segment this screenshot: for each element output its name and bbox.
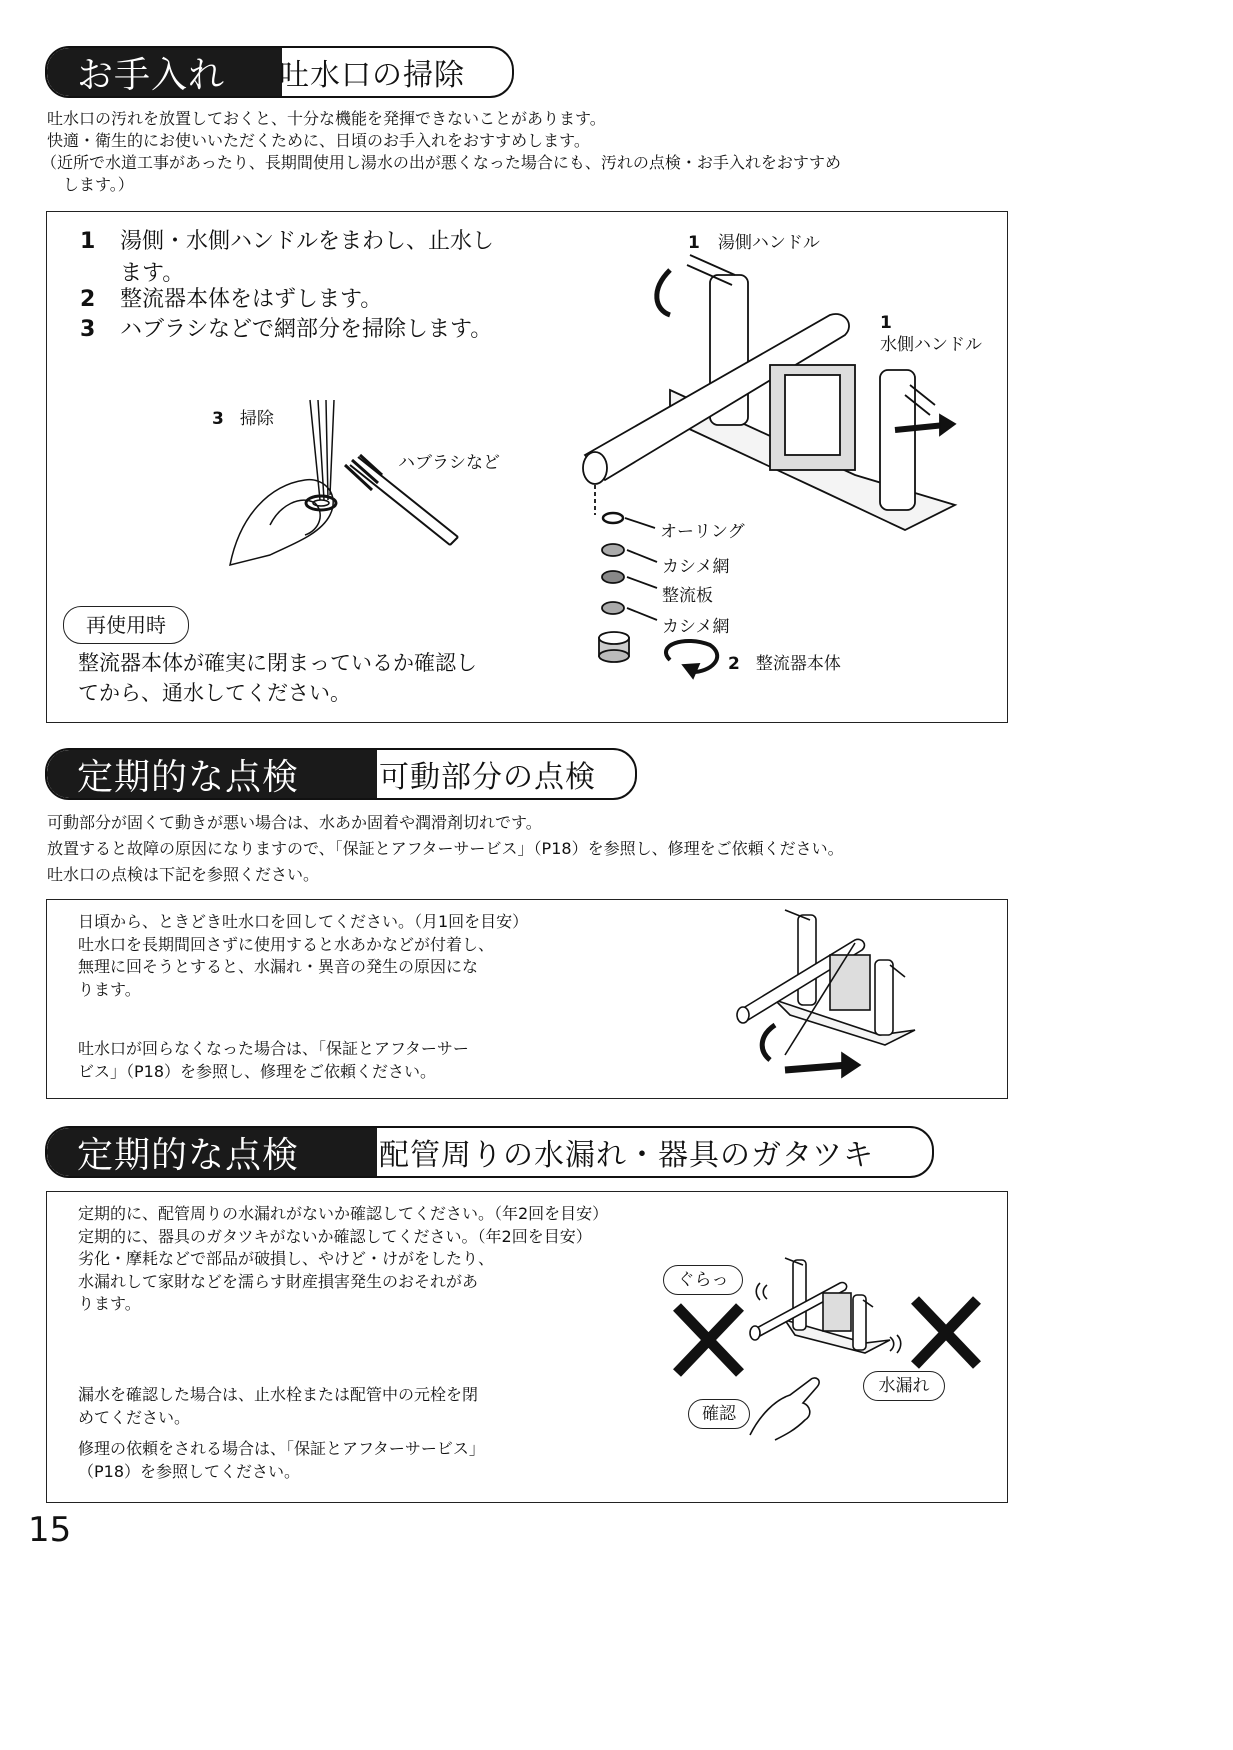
section1-subtitle — [279, 48, 465, 96]
section1-subtitle-text: 吐水口の掃除 — [279, 58, 465, 93]
intro-line: （近所で水道工事があったり、長期間使用し湯水の出が悪くなった場合にも、汚れの点検・お手入れをおすすめ — [41, 153, 842, 172]
part-oring: オーリング — [660, 522, 745, 542]
step-number: 3 — [80, 317, 96, 342]
section3-title — [47, 1128, 377, 1176]
step-text: ます。 — [120, 261, 185, 286]
text-line: ります。 — [78, 1294, 141, 1313]
text-line: （P18）を参照してください。 — [78, 1461, 301, 1481]
body-number: 2 — [728, 654, 740, 674]
step-number: 1 — [80, 229, 96, 254]
intro-line: 放置すると故障の原因になりますので、「保証とアフターサービス」（P18）を参照し、修理をご依頼ください。 — [47, 839, 844, 858]
section2-header — [45, 748, 637, 800]
section3-text-2 — [78, 1384, 478, 1429]
intro-line: します。） — [47, 175, 134, 194]
section1-header — [45, 46, 514, 98]
text-line: 修理の依頼をされる場合は、「保証とアフターサービス」 — [78, 1439, 485, 1458]
part-mesh-1: カシメ網 — [662, 557, 730, 577]
cold-handle-label — [880, 312, 982, 356]
faucet-illustration-2 — [730, 905, 930, 1090]
text-line: 定期的に、配管周りの水漏れがないか確認してください。（年2回を目安） — [78, 1204, 609, 1223]
text-line: ビス」（P18）を参照し、修理をご依頼ください。 — [78, 1061, 437, 1081]
text-line: 劣化・摩耗などで部品が破損し、やけど・けがをしたり、 — [78, 1249, 495, 1268]
text-line: 日頃から、ときどき吐水口を回してください。（月1回を目安） — [78, 912, 529, 931]
part-plate: 整流板 — [662, 586, 713, 606]
text-line: 無理に回そうとすると、水漏れ・異音の発生の原因にな — [78, 957, 479, 976]
section1-title-text: お手入れ — [77, 54, 226, 96]
section2-title — [47, 750, 377, 798]
clean-text: 掃除 — [239, 409, 274, 429]
section2-text-2 — [78, 1038, 469, 1083]
intro-line: 快適・衛生的にお使いいただくために、日頃のお手入れをおすすめします。 — [47, 131, 590, 150]
section3-header — [45, 1126, 934, 1178]
section2-subtitle-text: 可動部分の点検 — [379, 760, 596, 795]
section1-title — [47, 48, 282, 96]
reuse-badge: 再使用時 — [63, 606, 189, 644]
page-number: 15 — [28, 1510, 72, 1550]
cold-handle-number: 1 — [880, 313, 892, 333]
hot-handle-label — [688, 228, 820, 253]
text-line: 定期的に、器具のガタツキがないか確認してください。（年2回を目安） — [78, 1226, 592, 1246]
section3-text — [78, 1203, 608, 1316]
wobble-label: ぐらっ — [663, 1265, 743, 1295]
intro-line: 吐水口の汚れを放置しておくと、十分な機能を発揮できないことがあります。 — [47, 109, 606, 128]
step-number: 2 — [80, 287, 96, 312]
step-1 — [80, 226, 494, 290]
section3-text-3 — [78, 1438, 485, 1483]
step-text: 整流器本体をはずします。 — [120, 287, 383, 312]
step-text: ハブラシなどで網部分を掃除します。 — [120, 317, 493, 342]
check-label: 確認 — [688, 1399, 750, 1429]
section3-subtitle — [379, 1128, 874, 1176]
section3-title-text: 定期的な点検 — [77, 1134, 300, 1176]
section1-intro — [41, 108, 842, 196]
step-2 — [80, 284, 382, 316]
section2-title-text: 定期的な点検 — [77, 756, 300, 798]
text-line: めてください。 — [78, 1407, 191, 1427]
cold-handle-text: 水側ハンドル — [880, 335, 982, 355]
part-mesh-2: カシメ網 — [662, 617, 730, 637]
hot-handle-text: 湯側ハンドル — [717, 233, 820, 253]
step-3 — [80, 314, 492, 346]
hot-handle-number: 1 — [688, 233, 700, 253]
leak-label: 水漏れ — [863, 1371, 945, 1401]
intro-line: 可動部分が固くて動きが悪い場合は、水あか固着や潤滑剤切れです。 — [47, 813, 542, 832]
text-line: ります。 — [78, 979, 141, 999]
reuse-line: てから、通水してください。 — [78, 681, 351, 705]
step-text: 湯側・水側ハンドルをまわし、止水し — [120, 229, 495, 254]
reuse-text — [78, 648, 477, 708]
section2-subtitle — [379, 750, 596, 798]
toothbrush-label: ハブラシなど — [398, 453, 500, 473]
text-line: 漏水を確認した場合は、止水栓または配管中の元栓を閉 — [78, 1385, 479, 1404]
text-line: 吐水口が回らなくなった場合は、「保証とアフターサー — [78, 1039, 469, 1058]
section3-subtitle-text: 配管周りの水漏れ・器具のガタツキ — [379, 1138, 875, 1173]
body-label — [728, 649, 841, 674]
text-line: 吐水口を長期間回さずに使用すると水あかなどが付着し、 — [78, 934, 495, 954]
clean-number: 3 — [212, 409, 224, 429]
text-line: 水漏れして家財などを濡らす財産損害発生のおそれがあ — [78, 1271, 479, 1291]
intro-line: 吐水口の点検は下記を参照ください。 — [47, 865, 320, 884]
body-text: 整流器本体 — [755, 654, 841, 674]
section2-text — [78, 911, 528, 1001]
clean-label — [212, 404, 274, 429]
reuse-line: 整流器本体が確実に閉まっているか確認し — [78, 651, 477, 675]
section2-intro — [47, 810, 844, 888]
